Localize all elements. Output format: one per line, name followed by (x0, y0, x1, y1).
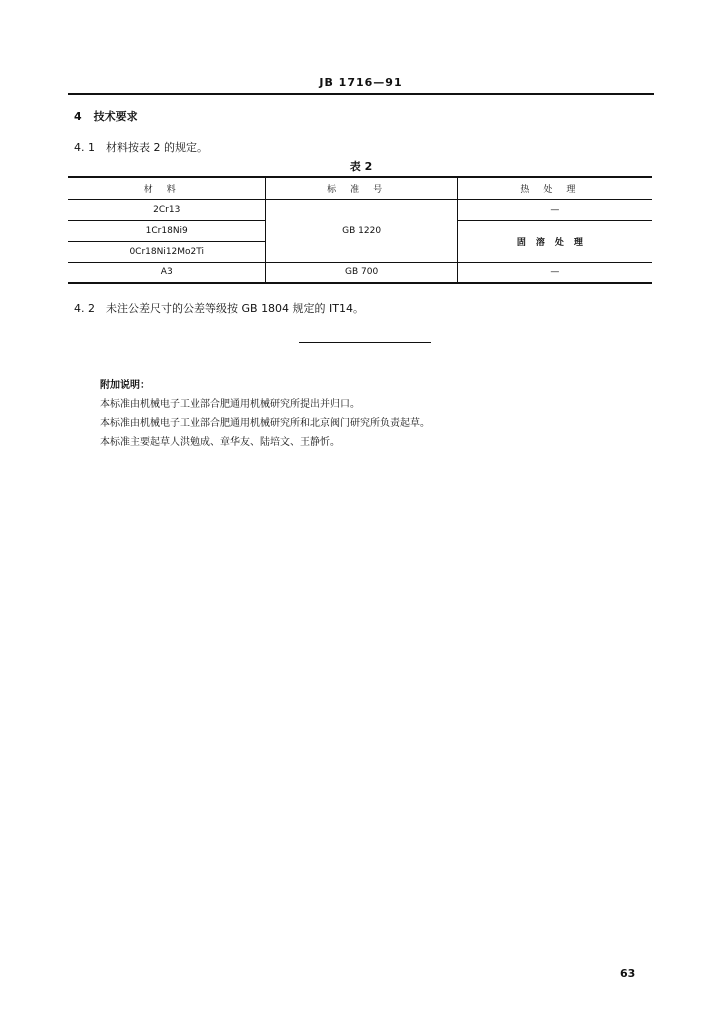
cell-heat-treatment: — (457, 262, 652, 283)
header-rule (68, 93, 654, 95)
clause-text: 材料按表 2 的规定。 (106, 141, 208, 154)
header-standard: 标准号 (266, 177, 457, 199)
section-number: 4 (74, 110, 82, 123)
cell-material: 2Cr13 (68, 199, 266, 220)
clause-4-1 (74, 139, 208, 155)
clause-number: 4. 2 (74, 302, 95, 315)
page-number: 63 (620, 967, 636, 980)
cell-heat-treatment: 固溶处理 (457, 220, 652, 262)
clause-number: 4. 1 (74, 141, 95, 154)
header-material: 材料 (68, 177, 266, 199)
cell-standard: GB 700 (266, 262, 457, 283)
header-heat-treatment: 热处理 (457, 177, 652, 199)
end-rule (299, 342, 431, 343)
cell-material: A3 (68, 262, 266, 283)
section-heading (74, 108, 138, 124)
table-row (68, 199, 652, 220)
note-line: 本标准由机械电子工业部合肥通用机械研究所提出并归口。 (100, 399, 360, 410)
table-row (68, 262, 652, 283)
clause-text: 未注公差尺寸的公差等级按 GB 1804 规定的 IT14。 (106, 302, 365, 315)
note-line: 本标准主要起草人洪勉成、章华友、陆培文、王静忻。 (100, 437, 340, 448)
page-header (68, 76, 654, 89)
note-line: 本标准由机械电子工业部合肥通用机械研究所和北京阀门研究所负责起草。 (100, 418, 430, 429)
standard-code: JB 1716—91 (319, 76, 403, 89)
clause-4-2 (74, 300, 364, 316)
materials-table (68, 176, 652, 284)
cell-heat-treatment: — (457, 199, 652, 220)
additional-notes (100, 376, 430, 452)
cell-standard: GB 1220 (266, 199, 457, 262)
cell-material: 1Cr18Ni9 (68, 220, 266, 241)
table-caption: 表 2 (349, 160, 373, 173)
section-title: 技术要求 (93, 110, 138, 123)
table-header-row (68, 177, 652, 199)
notes-title: 附加说明： (100, 380, 150, 391)
cell-material: 0Cr18Ni12Mo2Ti (68, 241, 266, 262)
